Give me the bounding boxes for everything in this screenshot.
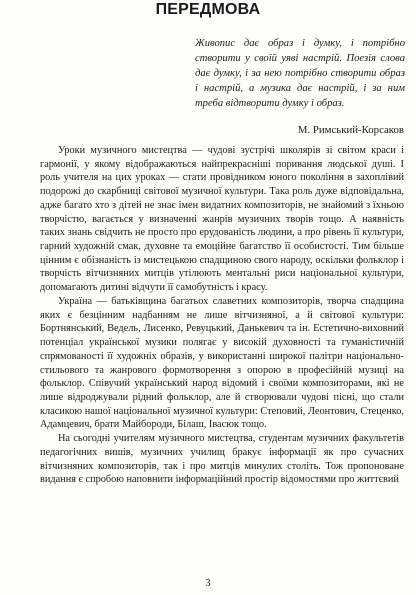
- paragraph-3: На сьогодні учителям музичного мистецтва, студентам музичних факультетів педагогічних вишів, музичних училищ бракує інформації як про сучасних вітчизняних композиторів, так і про митців минулих століть. Тож пропоноване видання є спробою наповнити інформаційний простір відомостями про життєвий: [40, 433, 404, 486]
- page-number: 3: [205, 578, 211, 589]
- paragraph-1: Уроки музичного мистецтва — чудові зустрічі школярів зі світом краси і гармонії, у якому відображаються найпрекрасніші поривання людської душі. І роль учителя на цих уроках — стати провідником юного покоління в захоплівий подорожі до скарбниці світової музичної культури. Така роль дуже відповідальна, адже багато хто з дітей не знає імен видатних композиторів, не знайомий з їхньою творчістю, вагається у визначенні жанрів музичних творів тощо. А наявність таких знань свідчить не просто про ерудованість людини, а про рівень її культури, гарний художній смак, духовне та емоційне багатство її особистості. Тим більше цінним є обізнаність із мистецькою спадщиною свого народу, оскільки фольклор і творчість вітчизняних митців утілюють ментальні риси національної культури, допомагають дитині відчути її самобутність і красу.: [40, 145, 404, 294]
- body-text: [40, 144, 404, 487]
- paragraph-2: Україна — батьківщина багатьох славетних композиторів, творча спадщина яких є безцінним надбанням не лише вітчизняної, а й світової культури: Бортнянський, Ведель, Лисенко, Ревуцький, Данькевич та ін. Естетично-виховний потенціал української музики полягає у високій духовності та гуманістичній спрямованості її художніх образів, у використанні широкої палітри національно-стильового та жанрового формотворення з опорою в професійній музиці на фольклор. Співучий український народ відомий і своїми композиторами, які не лише відроджували рідний фольклор, але й створювали чудові пісні, що стали класикою нашої національної музичної культури: Степовий, Леонтович, Стеценко, Адамцевич, брати Майбороди, Білаш, Івасюк тощо.: [40, 295, 404, 431]
- epigraph-quote: Живопис дає образ і думку, і потрібно створити у своїй уяві настрій. Поезія слова дає думку, і за нею потрібно створити образ і настрій, а музика дає настрій, і за ним треба відтворити думку і образ.: [195, 38, 405, 109]
- page-title: ПЕРЕДМОВА: [155, 1, 261, 18]
- epigraph-author: М. Римський-Корсаков: [297, 124, 404, 136]
